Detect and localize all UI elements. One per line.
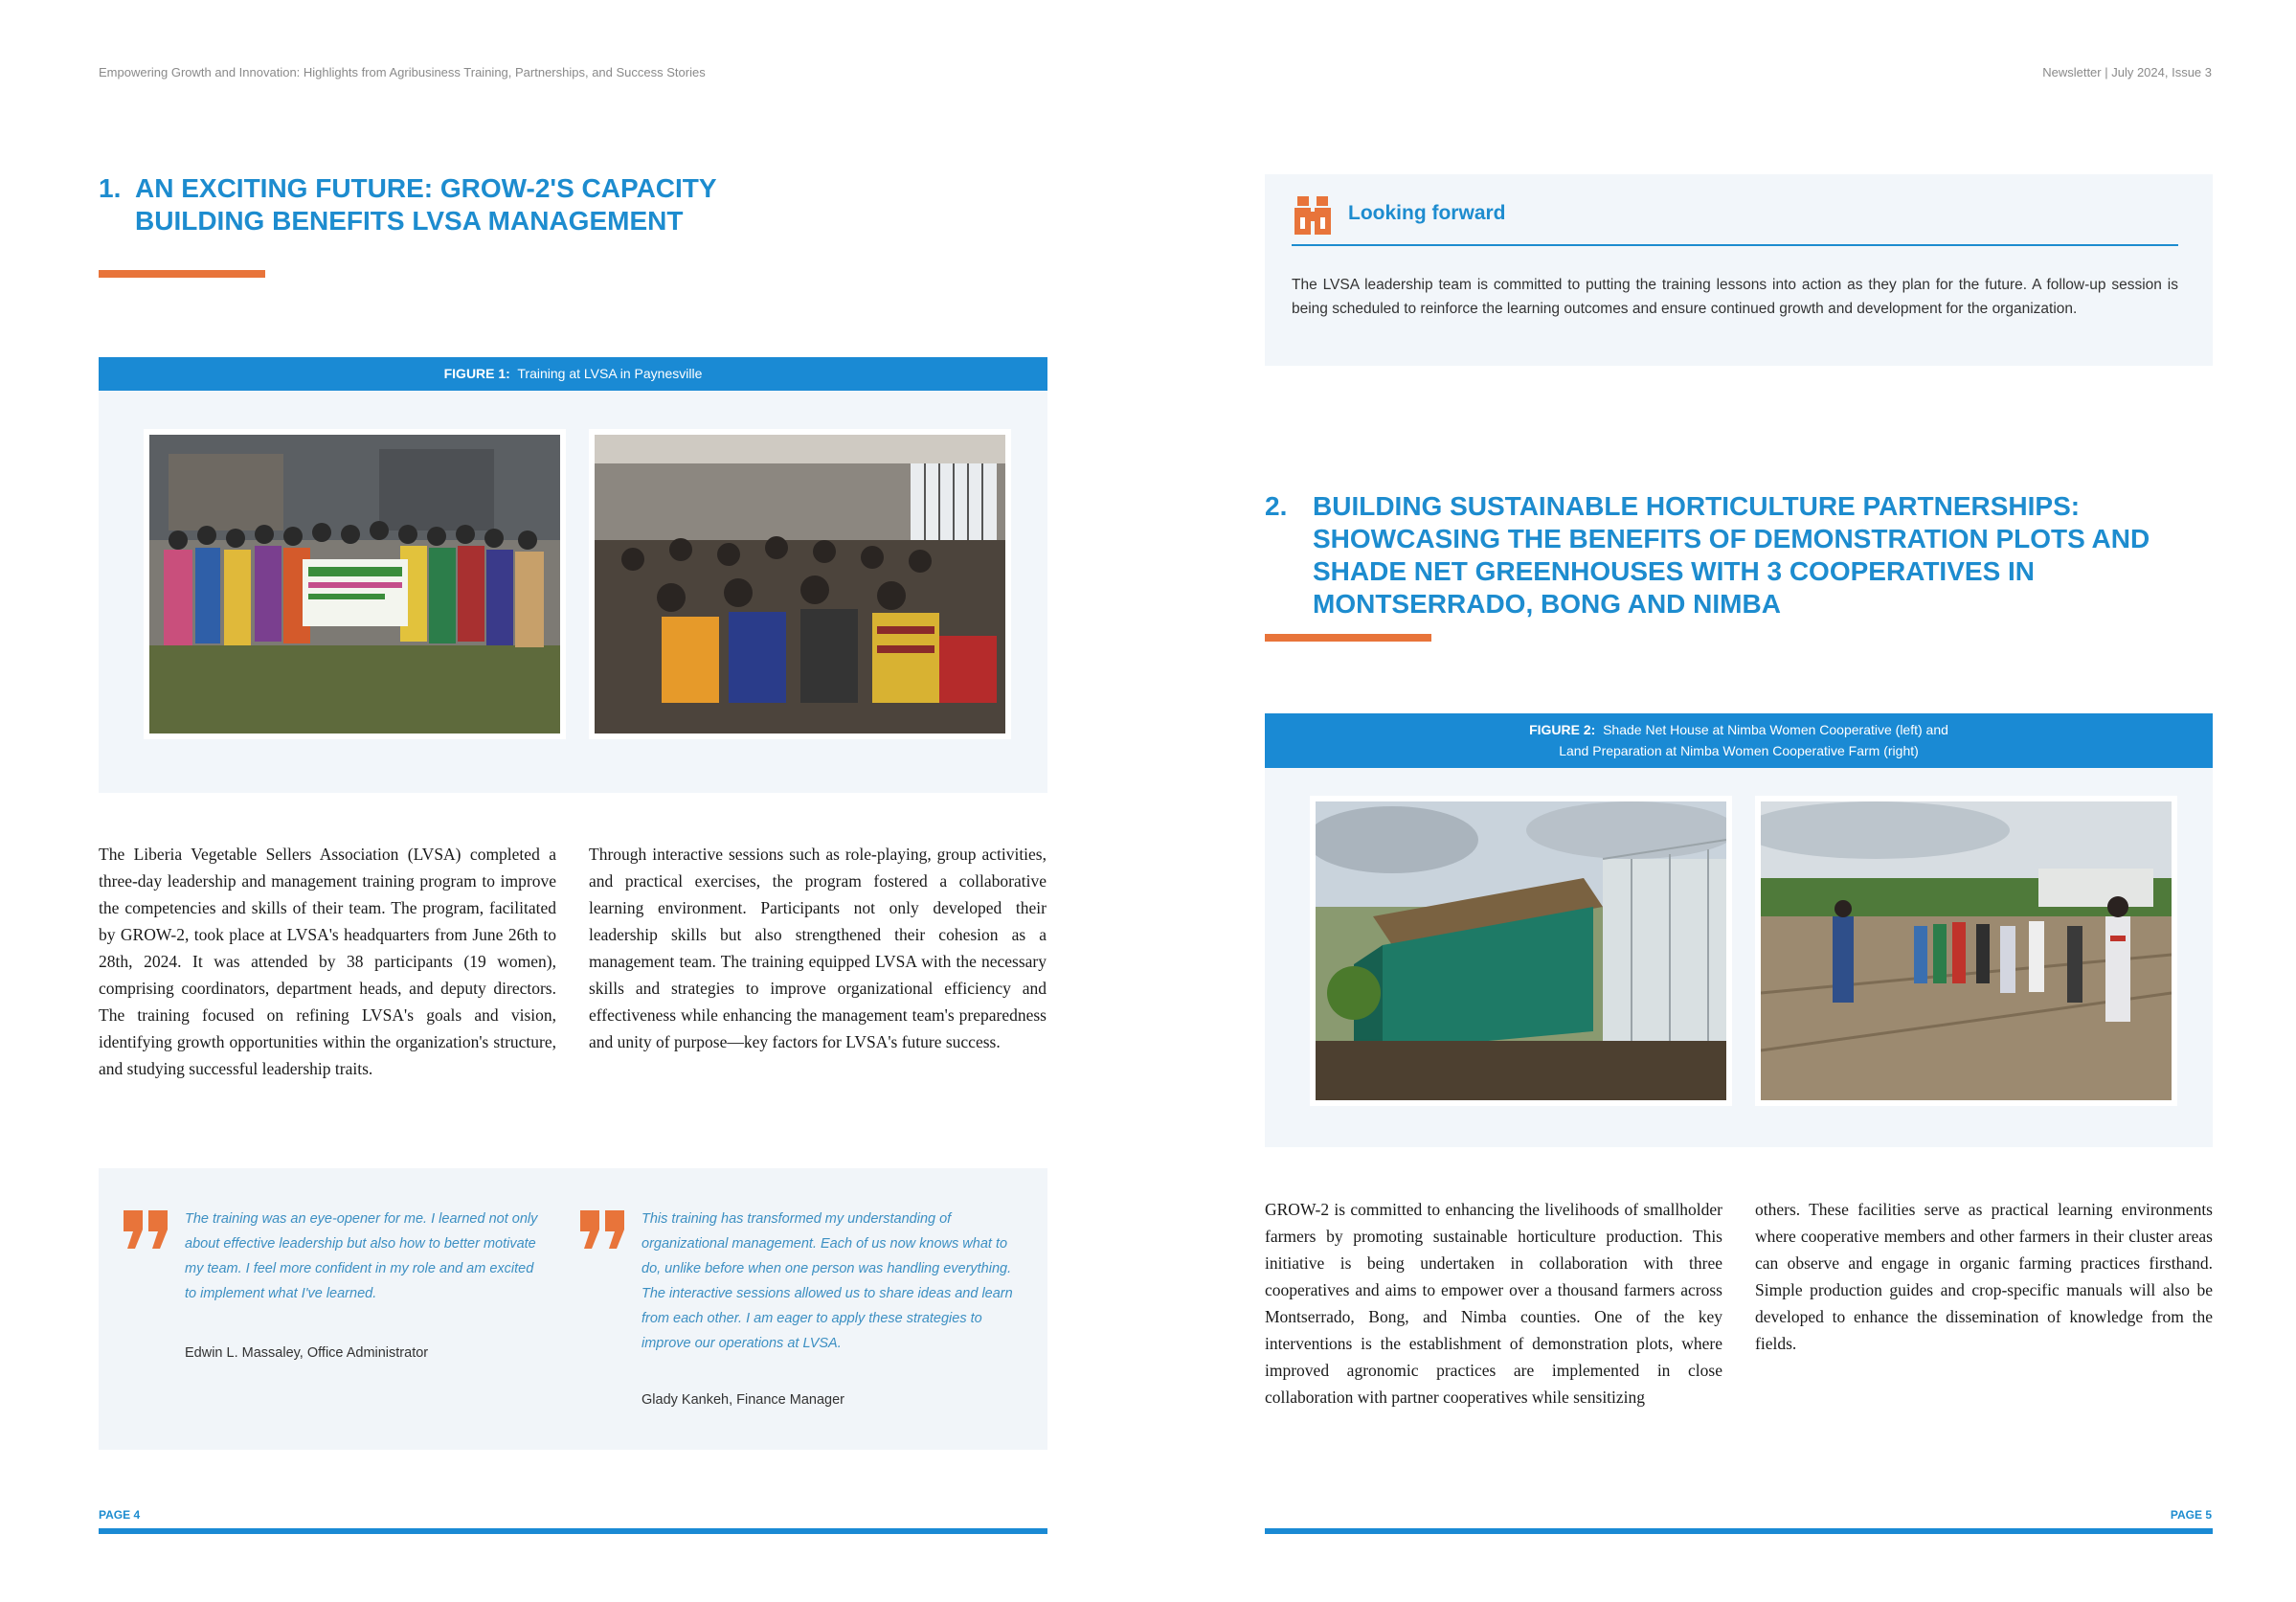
section1-body-col2: Through interactive sessions such as role-playing, group activities, and practical exercises, the program fostered a collaborative learning environment. Participants not only developed their leadership skills but also strengthened their cohesion as a management team. The training equipped LVSA with the necessary skills and strategies to improve organizational efficiency and effectiveness while enhancing the management team's preparedness and unity of purpose—key factors for LVSA's future success. <box>589 845 1047 1051</box>
figure2-caption-line1: Shade Net House at Nimba Women Cooperative (left) and <box>1603 722 1948 737</box>
figure1-photo-classroom <box>589 429 1011 739</box>
figure2-caption-line2: Land Preparation at Nimba Women Cooperative Farm (right) <box>1559 743 1919 758</box>
figure2-header <box>1265 713 2213 768</box>
section2-title <box>1265 490 2222 620</box>
section1-title-text: AN EXCITING FUTURE: GROW-2'S CAPACITY BUILDING BENEFITS LVSA MANAGEMENT <box>135 173 717 236</box>
quote2-author: Glady Kankeh, Finance Manager <box>642 1392 844 1408</box>
figure1-caption: Training at LVSA in Paynesville <box>517 366 703 381</box>
quote-mark-icon <box>122 1208 171 1251</box>
figure1-photo-group <box>144 429 566 739</box>
section2-title-text: BUILDING SUSTAINABLE HORTICULTURE PARTNERSHIPS: SHOWCASING THE BENEFITS OF DEMONSTRATION PLOTS AND SHADE NET GREENHOUSES WITH 3 COOPERATIVES IN MONTSERRADO, BONG AND NIMBA <box>1313 491 2150 619</box>
page-number-left: PAGE 4 <box>99 1508 141 1522</box>
figure2-label: FIGURE 2: <box>1529 722 1596 737</box>
page-number-right: PAGE 5 <box>2170 1508 2212 1522</box>
quote1-text: The training was an eye-opener for me. I learned not only about effective leadership but also how to better motivate my team. I feel more confident in my role and am excited to implement what I've learned. <box>185 1211 538 1301</box>
section2-body-col1: GROW-2 is committed to enhancing the livelihoods of smallholder farmers by promoting sustainable horticulture production. This initiative is being undertaken in collaboration with three cooperatives and aims to empower over a thousand farmers across Montserrado, Bong, and Nimba counties. One of the key interventions is the establishment of demonstration plots, where improved agronomic practices are implemented in close collaboration with partner cooperatives while sensitizing <box>1265 1200 1722 1407</box>
section1-accent-bar <box>99 270 265 278</box>
running-header-right: Newsletter | July 2024, Issue 3 <box>2042 65 2212 79</box>
quote1-author: Edwin L. Massaley, Office Administrator <box>185 1345 429 1361</box>
footer-rule-right <box>1265 1528 2213 1534</box>
figure1-header <box>99 357 1047 391</box>
section1-title <box>99 172 807 237</box>
quote2-text: This training has transformed my understanding of organizational management. Each of us now knows what to do, unlike before when one person was handling everything. The interactive sessions allowed us to share ideas and learn from each other. I am eager to apply these strategies to improve our operations at LVSA. <box>642 1211 1013 1351</box>
figure2-photo-shade-net-house <box>1310 796 1732 1106</box>
binoculars-icon <box>1292 196 1334 235</box>
quote-mark-icon <box>578 1208 628 1251</box>
looking-forward-divider <box>1292 244 2178 246</box>
running-header-left: Empowering Growth and Innovation: Highlights from Agribusiness Training, Partnerships, and Success Stories <box>99 65 706 79</box>
footer-rule-left <box>99 1528 1047 1534</box>
section1-number: 1. <box>99 173 122 203</box>
section2-body-col2: others. These facilities serve as practical learning environments where cooperative members and other farmers in their cluster areas can observe and engage in organic farming practices firsthand. Simple production guides and crop-specific manuals will also be developed to enhance the dissemination of knowledge from the fields. <box>1755 1200 2213 1353</box>
looking-forward-text: The LVSA leadership team is committed to putting the training lessons into action as they plan for the future. A follow-up session is being scheduled to reinforce the learning outcomes and ensure continued growth and development for the organization. <box>1292 277 2178 317</box>
section2-number: 2. <box>1265 491 1288 521</box>
section1-body-col1: The Liberia Vegetable Sellers Association (LVSA) completed a three-day leadership and management training program to improve the competencies and skills of their team. The program, facilitated by GROW-2, took place at LVSA's headquarters from June 26th to 28th, 2024. It was attended by 38 participants (19 women), comprising coordinators, department heads, and deputy directors. The training focused on refining LVSA's goals and vision, identifying growth opportunities within the organization's structure, and studying successful leadership traits. <box>99 845 556 1078</box>
figure2-photo-land-preparation <box>1755 796 2177 1106</box>
section2-accent-bar <box>1265 634 1431 642</box>
looking-forward-heading: Looking forward <box>1348 202 1506 224</box>
figure1-label: FIGURE 1: <box>443 366 510 381</box>
